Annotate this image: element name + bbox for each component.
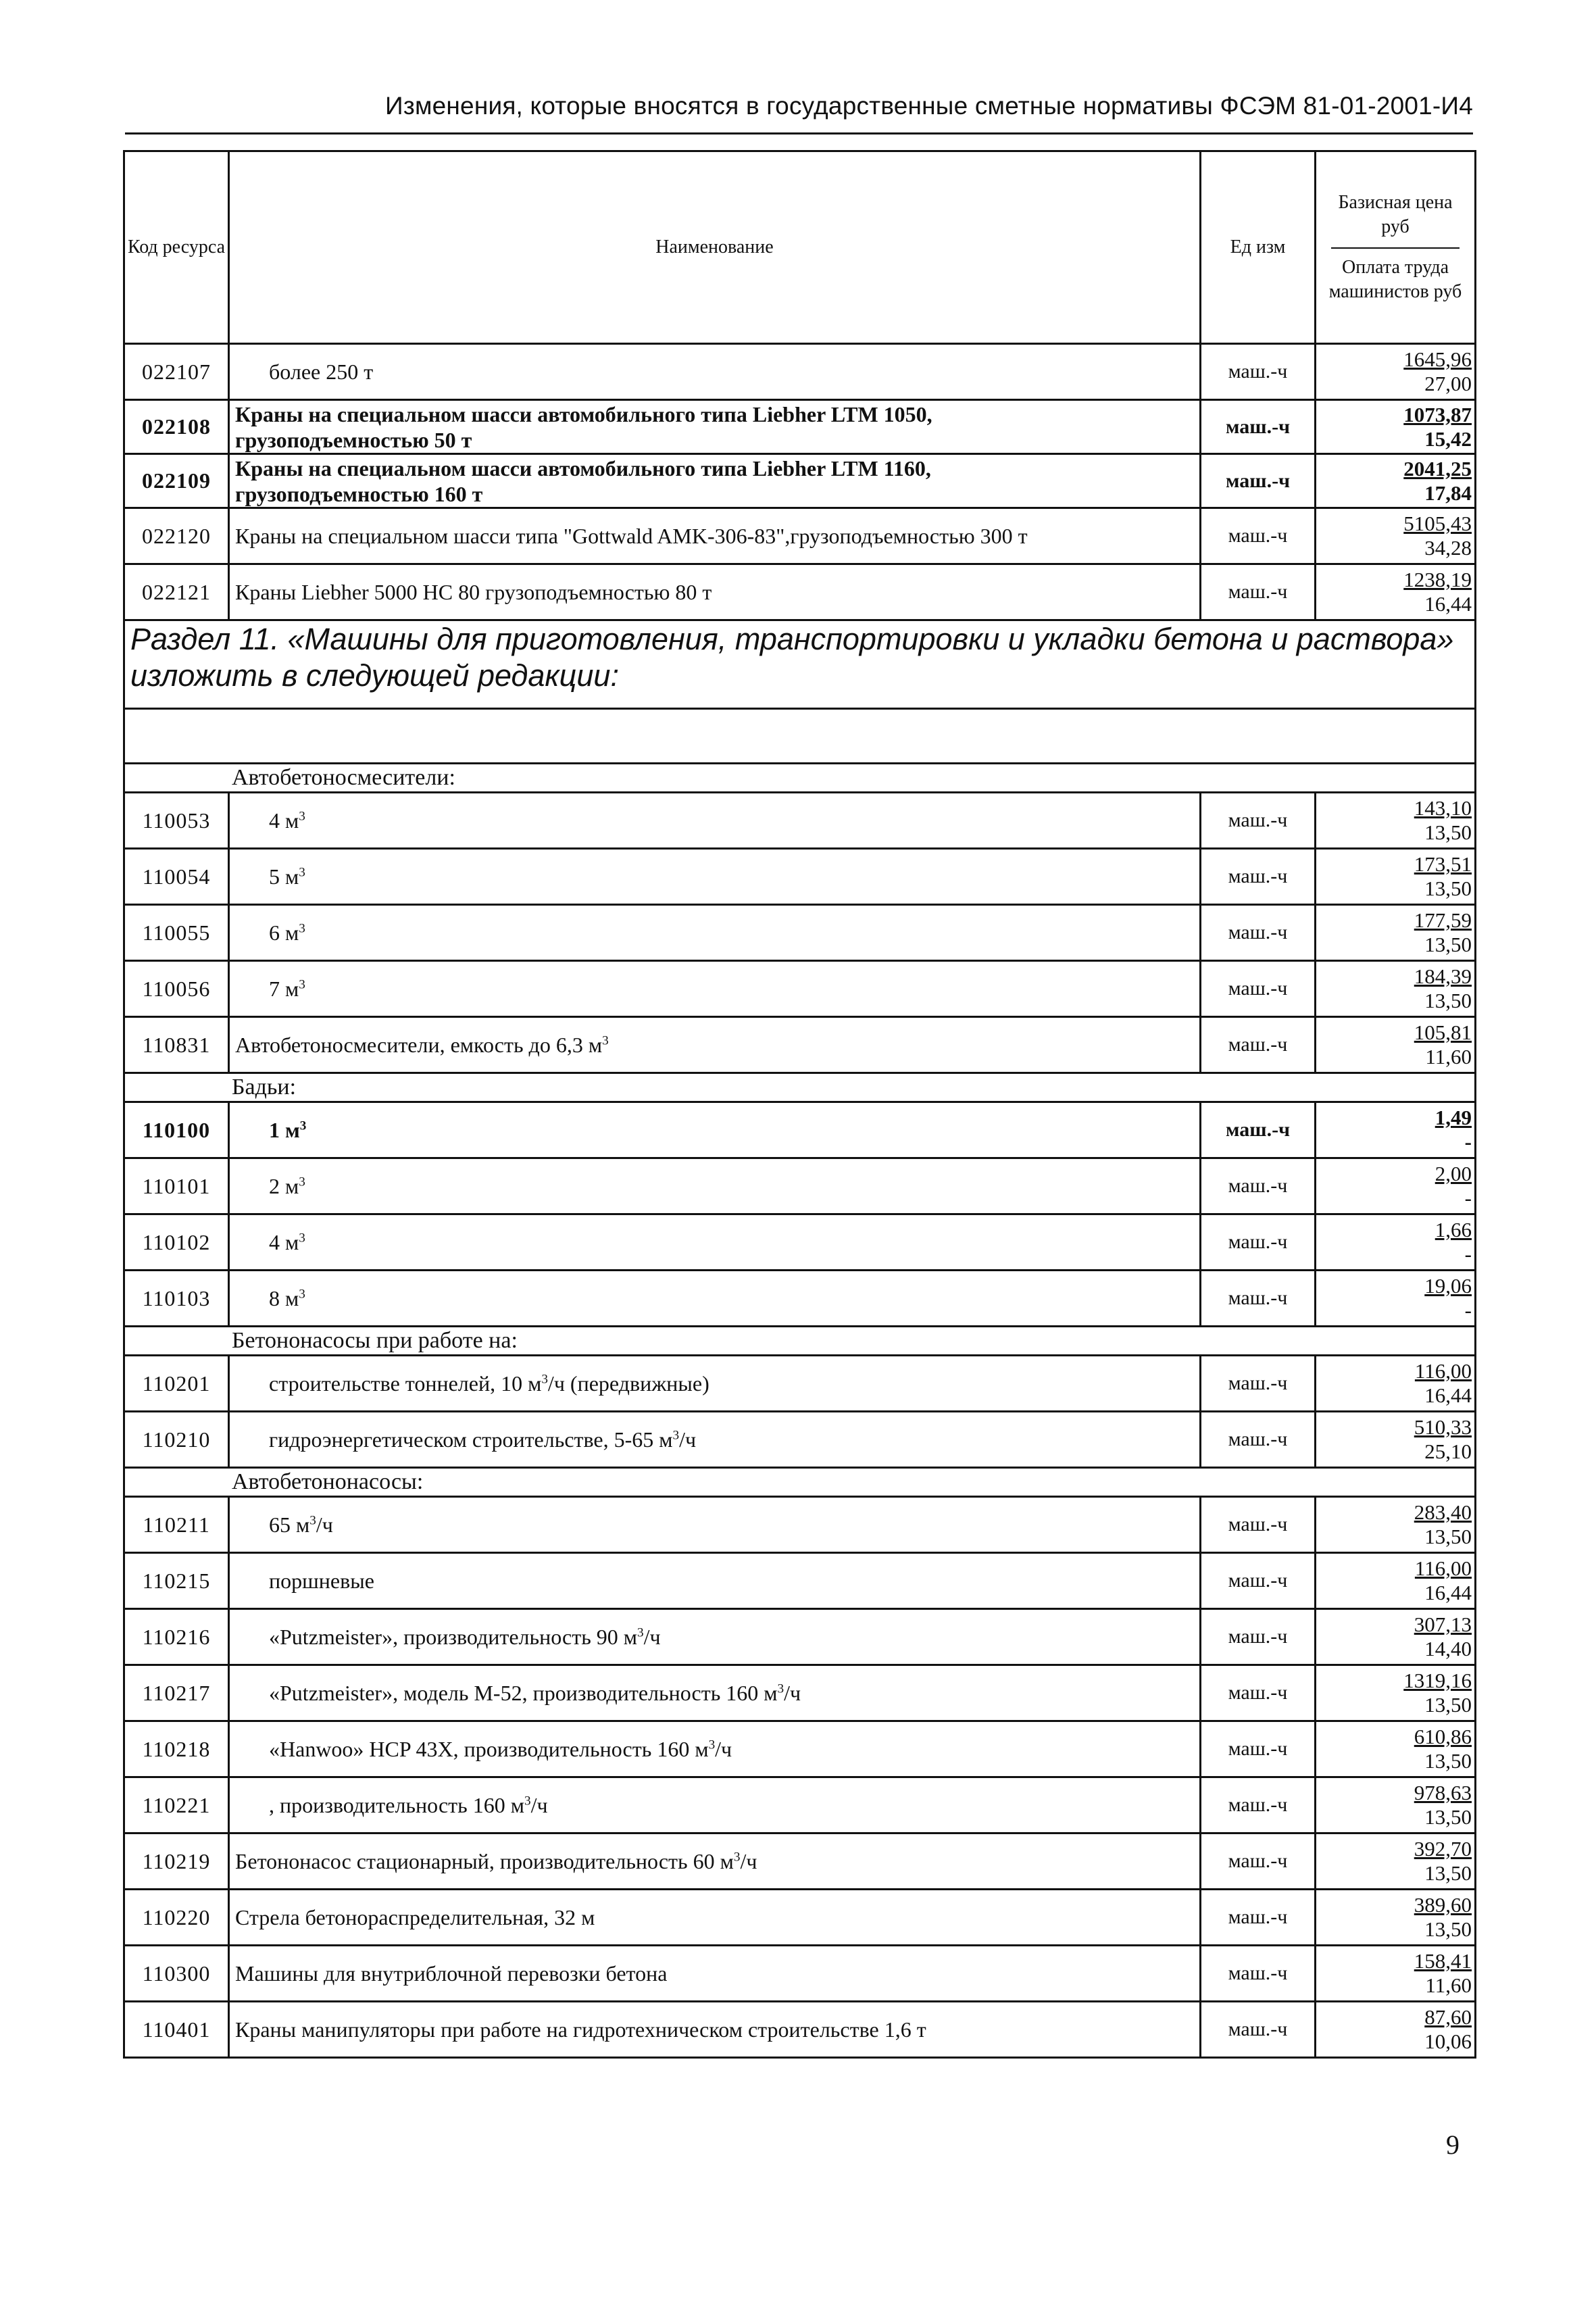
column-header-price-bottom: Оплата труда машинистов руб — [1328, 257, 1462, 302]
row-name-text: 8 м — [269, 1286, 299, 1310]
row-base-price: 1073,87 — [1403, 402, 1472, 426]
row-code: 110054 — [124, 849, 229, 905]
row-name-text: /ч — [530, 1793, 548, 1817]
row-name-text: , производительность 160 м — [269, 1793, 524, 1817]
row-name — [229, 1158, 1201, 1214]
table-row — [124, 1017, 1476, 1073]
row-wage: - — [1464, 1130, 1472, 1154]
row-unit: маш.-ч — [1201, 1497, 1316, 1553]
row-price — [1316, 1497, 1476, 1553]
row-code: 110201 — [124, 1356, 229, 1412]
row-name — [229, 905, 1201, 961]
row-wage: 27,00 — [1424, 372, 1472, 395]
table-row — [124, 1102, 1476, 1158]
row-name — [229, 1609, 1201, 1665]
row-base-price: 1319,16 — [1403, 1669, 1472, 1692]
row-name — [229, 1890, 1201, 1946]
row-unit: маш.-ч — [1201, 849, 1316, 905]
row-name-sup: 3 — [541, 1372, 548, 1387]
row-base-price: 1645,96 — [1403, 347, 1472, 371]
group-row — [124, 1073, 1476, 1102]
row-unit: маш.-ч — [1201, 1721, 1316, 1777]
empty-row — [124, 709, 1476, 764]
row-unit: маш.-ч — [1201, 1271, 1316, 1327]
table-row — [124, 793, 1476, 849]
row-price — [1316, 1214, 1476, 1271]
row-wage: 11,60 — [1425, 1045, 1472, 1068]
row-code: 022108 — [124, 400, 229, 454]
row-base-price: 116,00 — [1414, 1359, 1472, 1383]
column-header-name: Наименование — [229, 151, 1201, 344]
row-name — [229, 2002, 1201, 2058]
row-code: 110218 — [124, 1721, 229, 1777]
table-row — [124, 1665, 1476, 1721]
column-header-price-top: Базисная цена руб — [1338, 192, 1453, 237]
empty-cell — [124, 709, 1476, 764]
row-name-text: «Putzmeister», модель М-52, производительность 160 м — [269, 1681, 778, 1705]
table-row — [124, 905, 1476, 961]
row-unit: маш.-ч — [1201, 1356, 1316, 1412]
row-price — [1316, 1833, 1476, 1890]
table-row — [124, 1158, 1476, 1214]
row-wage: 14,40 — [1424, 1637, 1472, 1660]
group-row — [124, 1468, 1476, 1497]
row-unit: маш.-ч — [1201, 1553, 1316, 1609]
section-heading-row — [124, 620, 1476, 709]
header-rule — [125, 132, 1473, 134]
table-row — [124, 1356, 1476, 1412]
row-base-price: 177,59 — [1414, 908, 1472, 932]
table-row — [124, 454, 1476, 508]
column-header-code: Код ресурса — [124, 151, 229, 344]
table-row — [124, 344, 1476, 400]
group-title-pumps: Бетононасосы при работе на: — [124, 1327, 1476, 1356]
table-row — [124, 961, 1476, 1017]
row-name — [229, 1214, 1201, 1271]
row-wage: - — [1464, 1242, 1472, 1266]
row-code: 110401 — [124, 2002, 229, 2058]
row-price — [1316, 1946, 1476, 2002]
row-price — [1316, 1271, 1476, 1327]
row-base-price: 2041,25 — [1403, 456, 1472, 481]
row-name-line: Краны на специальном шасси автомобильного типа Liebher LTM 1050, — [235, 401, 932, 426]
row-name-text: 4 м — [269, 1230, 299, 1254]
row-unit: маш.-ч — [1201, 564, 1316, 620]
row-unit: маш.-ч — [1201, 1777, 1316, 1833]
row-base-price: 978,63 — [1414, 1781, 1472, 1804]
row-base-price: 1,66 — [1435, 1218, 1472, 1241]
row-wage: 13,50 — [1424, 989, 1472, 1012]
row-unit: маш.-ч — [1201, 1102, 1316, 1158]
row-code: 110221 — [124, 1777, 229, 1833]
row-name-sup: 3 — [637, 1625, 644, 1640]
group-title-auto-pumps: Автобетононасосы: — [124, 1468, 1476, 1497]
row-name-text: 7 м — [269, 977, 299, 1001]
table-row — [124, 508, 1476, 564]
row-name-text: 6 м — [269, 920, 299, 945]
row-base-price: 610,86 — [1414, 1725, 1472, 1748]
row-name — [229, 400, 1201, 454]
row-name-sup: 3 — [299, 977, 305, 992]
row-name — [229, 1777, 1201, 1833]
table-row — [124, 1497, 1476, 1553]
table-row — [124, 1833, 1476, 1890]
row-unit: маш.-ч — [1201, 1214, 1316, 1271]
row-wage: 34,28 — [1424, 536, 1472, 560]
row-code: 110056 — [124, 961, 229, 1017]
row-price — [1316, 1412, 1476, 1468]
row-name-text: /ч — [679, 1427, 697, 1452]
row-wage: 13,50 — [1424, 1749, 1472, 1773]
row-name-text: «Hanwoo» HCP 43X, производительность 160 м — [269, 1737, 709, 1761]
row-code: 110215 — [124, 1553, 229, 1609]
row-base-price: 2,00 — [1435, 1162, 1472, 1185]
table-row — [124, 1553, 1476, 1609]
row-wage: - — [1464, 1186, 1472, 1210]
row-code: 110300 — [124, 1946, 229, 2002]
row-name-text: 4 м — [269, 808, 299, 833]
table-row — [124, 564, 1476, 620]
row-name — [229, 1412, 1201, 1468]
row-unit: маш.-ч — [1201, 344, 1316, 400]
row-unit: маш.-ч — [1201, 1609, 1316, 1665]
row-base-price: 19,06 — [1424, 1274, 1472, 1298]
row-price — [1316, 344, 1476, 400]
row-code: 110217 — [124, 1665, 229, 1721]
row-code: 110100 — [124, 1102, 229, 1158]
row-name-text: /ч — [715, 1737, 732, 1761]
row-price — [1316, 1017, 1476, 1073]
row-name-sup: 3 — [309, 1513, 316, 1528]
row-name-text: «Putzmeister», производительность 90 м — [269, 1625, 638, 1649]
row-name-text: Машины для внутриблочной перевозки бетона — [235, 1961, 668, 1986]
row-price — [1316, 1158, 1476, 1214]
table-row — [124, 849, 1476, 905]
table-header-row — [124, 151, 1476, 344]
row-price — [1316, 2002, 1476, 2058]
row-code: 022107 — [124, 344, 229, 400]
row-name-sup: 3 — [299, 865, 305, 880]
row-unit: маш.-ч — [1201, 1412, 1316, 1468]
row-name-sup: 3 — [299, 809, 305, 824]
row-code: 022121 — [124, 564, 229, 620]
group-title-mixers: Автобетоносмесители: — [124, 764, 1476, 793]
row-name-sup: 3 — [777, 1681, 784, 1696]
row-name-line: грузоподъемностью 160 т — [235, 481, 483, 506]
row-unit: маш.-ч — [1201, 793, 1316, 849]
row-unit: маш.-ч — [1201, 400, 1316, 454]
row-name-text: Автобетоносмесители, емкость до 6,3 м — [235, 1033, 603, 1057]
row-name-sup: 3 — [672, 1428, 680, 1443]
row-unit: маш.-ч — [1201, 905, 1316, 961]
row-name-sup: 3 — [602, 1033, 609, 1048]
row-name-text: /ч — [316, 1512, 333, 1537]
row-unit: маш.-ч — [1201, 1665, 1316, 1721]
row-unit: маш.-ч — [1201, 1946, 1316, 2002]
row-wage: 17,84 — [1424, 481, 1472, 505]
row-price — [1316, 793, 1476, 849]
row-price — [1316, 1665, 1476, 1721]
row-wage: 13,50 — [1424, 1693, 1472, 1717]
row-name-text: 1 м — [269, 1118, 300, 1142]
row-price — [1316, 1609, 1476, 1665]
row-price — [1316, 1890, 1476, 1946]
row-base-price: 389,60 — [1414, 1893, 1472, 1917]
row-name-sup: 3 — [299, 1231, 305, 1246]
row-name — [229, 961, 1201, 1017]
row-code: 110210 — [124, 1412, 229, 1468]
row-unit: маш.-ч — [1201, 454, 1316, 508]
row-wage: 13,50 — [1424, 1917, 1472, 1941]
column-header-unit: Ед изм — [1201, 151, 1316, 344]
row-name-text: /ч — [643, 1625, 661, 1649]
row-wage: 13,50 — [1424, 1805, 1472, 1829]
row-base-price: 1238,19 — [1403, 568, 1472, 591]
row-name — [229, 1271, 1201, 1327]
row-price — [1316, 1356, 1476, 1412]
row-price — [1316, 454, 1476, 508]
row-name-text: /ч (передвижные) — [547, 1371, 709, 1396]
row-base-price: 105,81 — [1414, 1020, 1472, 1044]
row-name-text: Краны манипуляторы при работе на гидротехническом строительстве 1,6 т — [235, 2017, 926, 2042]
table-row — [124, 1412, 1476, 1468]
table-row — [124, 1777, 1476, 1833]
row-price — [1316, 905, 1476, 961]
row-base-price: 283,40 — [1414, 1500, 1472, 1524]
resource-table — [123, 150, 1476, 2059]
group-title-buckets: Бадьи: — [124, 1073, 1476, 1102]
row-name-text: строительстве тоннелей, 10 м — [269, 1371, 542, 1396]
row-price — [1316, 400, 1476, 454]
row-price — [1316, 849, 1476, 905]
table-row — [124, 1890, 1476, 1946]
row-wage: 13,50 — [1424, 1861, 1472, 1885]
row-name — [229, 1833, 1201, 1890]
row-name — [229, 1102, 1201, 1158]
row-wage: 11,60 — [1425, 1973, 1472, 1997]
row-unit: маш.-ч — [1201, 1890, 1316, 1946]
row-name-sup: 3 — [708, 1738, 716, 1752]
row-code: 022109 — [124, 454, 229, 508]
row-unit: маш.-ч — [1201, 1833, 1316, 1890]
row-code: 110831 — [124, 1017, 229, 1073]
row-wage: 13,50 — [1424, 1525, 1472, 1548]
row-base-price: 173,51 — [1414, 852, 1472, 876]
row-name — [229, 849, 1201, 905]
row-name — [229, 1665, 1201, 1721]
row-base-price: 158,41 — [1414, 1949, 1472, 1973]
row-wage: 13,50 — [1424, 877, 1472, 900]
row-code: 110103 — [124, 1271, 229, 1327]
row-name-sup: 3 — [524, 1794, 531, 1808]
row-code: 110220 — [124, 1890, 229, 1946]
row-price — [1316, 1721, 1476, 1777]
row-code: 110211 — [124, 1497, 229, 1553]
row-name-text: поршневые — [269, 1569, 374, 1593]
row-name-line: грузоподъемностью 50 т — [235, 427, 472, 452]
row-wage: 25,10 — [1424, 1439, 1472, 1463]
table-row — [124, 1214, 1476, 1271]
row-price — [1316, 564, 1476, 620]
page-header-title: Изменения, которые вносятся в государственные сметные нормативы ФСЭМ 81-01-2001-И4 — [385, 92, 1473, 120]
table-row — [124, 2002, 1476, 2058]
row-name: более 250 т — [229, 344, 1201, 400]
row-price — [1316, 1553, 1476, 1609]
row-base-price: 143,10 — [1414, 796, 1472, 820]
table-row — [124, 1946, 1476, 2002]
row-wage: 10,06 — [1424, 2029, 1472, 2053]
row-wage: 13,50 — [1424, 820, 1472, 844]
row-price — [1316, 961, 1476, 1017]
row-unit: маш.-ч — [1201, 1017, 1316, 1073]
row-unit: маш.-ч — [1201, 2002, 1316, 2058]
row-base-price: 307,13 — [1414, 1613, 1472, 1636]
row-base-price: 510,33 — [1414, 1415, 1472, 1439]
row-unit: маш.-ч — [1201, 1158, 1316, 1214]
row-name-text: 2 м — [269, 1174, 299, 1198]
row-name — [229, 1946, 1201, 2002]
row-name-sup: 3 — [299, 1287, 305, 1302]
row-base-price: 392,70 — [1414, 1837, 1472, 1861]
row-name-text: Стрела бетонораспределительная, 32 м — [235, 1905, 595, 1929]
row-code: 110101 — [124, 1158, 229, 1214]
column-header-price — [1316, 151, 1476, 344]
row-name — [229, 1497, 1201, 1553]
row-name-text: /ч — [784, 1681, 801, 1705]
row-base-price: 1,49 — [1435, 1106, 1472, 1129]
page-number: 9 — [1446, 2130, 1460, 2160]
row-code: 110055 — [124, 905, 229, 961]
row-name — [229, 1721, 1201, 1777]
row-price — [1316, 1777, 1476, 1833]
row-name-text: 65 м — [269, 1512, 310, 1537]
row-name-text: Бетононасос стационарный, производительность 60 м — [235, 1849, 734, 1873]
group-row — [124, 1327, 1476, 1356]
row-wage: 15,42 — [1424, 426, 1472, 451]
table-row — [124, 1609, 1476, 1665]
section-heading: Раздел 11. «Машины для приготовления, транспортировки и укладки бетона и раствора» изложить в следующей редакции: — [124, 620, 1476, 709]
table-row — [124, 1721, 1476, 1777]
row-name-text: гидроэнергетическом строительстве, 5-65 м — [269, 1427, 673, 1452]
row-name: Краны Liebher 5000 HC 80 грузоподъемностью 80 т — [229, 564, 1201, 620]
table-row — [124, 1271, 1476, 1327]
row-unit: маш.-ч — [1201, 508, 1316, 564]
row-unit: маш.-ч — [1201, 961, 1316, 1017]
row-code: 110216 — [124, 1609, 229, 1665]
row-name-line: Краны на специальном шасси автомобильного типа Liebher LTM 1160, — [235, 456, 931, 481]
row-code: 110102 — [124, 1214, 229, 1271]
row-base-price: 116,00 — [1414, 1556, 1472, 1580]
row-name-text: 5 м — [269, 864, 299, 889]
row-base-price: 87,60 — [1424, 2005, 1472, 2029]
row-name-sup: 3 — [733, 1850, 741, 1865]
row-name-text: /ч — [740, 1849, 757, 1873]
row-name: Краны на специальном шасси типа "Gottwald AMK-306-83",грузоподъемностью 300 т — [229, 508, 1201, 564]
row-name-sup: 3 — [299, 1175, 305, 1189]
row-name — [229, 454, 1201, 508]
row-price — [1316, 1102, 1476, 1158]
group-row — [124, 764, 1476, 793]
row-base-price: 184,39 — [1414, 964, 1472, 988]
row-name-sup: 3 — [299, 921, 305, 936]
row-wage: 13,50 — [1424, 933, 1472, 956]
row-wage: - — [1464, 1298, 1472, 1322]
row-wage: 16,44 — [1424, 1581, 1472, 1604]
column-header-divider — [1331, 247, 1460, 249]
row-price — [1316, 508, 1476, 564]
row-base-price: 5105,43 — [1403, 512, 1472, 535]
table-row — [124, 400, 1476, 454]
row-name — [229, 793, 1201, 849]
row-wage: 16,44 — [1424, 1383, 1472, 1407]
row-code: 022120 — [124, 508, 229, 564]
row-code: 110219 — [124, 1833, 229, 1890]
row-name — [229, 1356, 1201, 1412]
row-name-sup: 3 — [299, 1118, 307, 1133]
row-code: 110053 — [124, 793, 229, 849]
row-wage: 16,44 — [1424, 592, 1472, 616]
row-name — [229, 1553, 1201, 1609]
row-name — [229, 1017, 1201, 1073]
